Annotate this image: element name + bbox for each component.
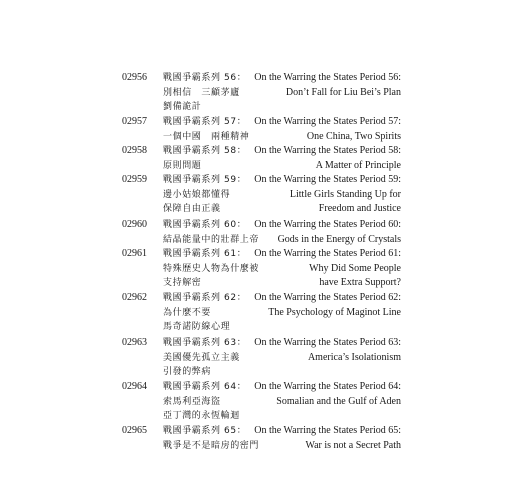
chinese-title [163,247,259,291]
chinese-line: 結晶能量中的壯群上帝 [163,234,260,245]
english-title [254,115,401,144]
entry-number: 02963 [122,337,147,348]
english-title [254,71,401,100]
english-title [254,144,401,173]
chinese-line: 戰國爭霸系列 64： [163,382,247,392]
english-line: On the Warring the States Period 57: [254,116,401,127]
english-title [254,291,401,320]
chinese-line: 索馬利亞海盜 [163,396,221,407]
english-line: On the Warring the States Period 58: [254,145,401,156]
english-line: War is not a Secret Path [305,439,401,451]
english-title [254,247,401,291]
chinese-line: 美國優先孤立主義 [163,352,240,363]
chinese-line: 原則問題 [163,160,202,171]
english-line: A Matter of Principle [315,159,401,171]
english-line: On the Warring the States Period 64: [254,381,401,392]
english-line: One China, Two Spirits [306,130,401,142]
english-title [254,218,401,247]
english-title [254,173,401,217]
english-line: Gods in the Energy of Crystals [277,233,401,245]
chinese-line: 邊小姑娘都懂得 [163,189,231,200]
chinese-title [163,291,246,335]
entry-number: 02957 [122,116,147,127]
chinese-line: 別相信 三顧茅廬 [163,87,240,98]
english-line: On the Warring the States Period 63: [254,337,401,348]
chinese-line: 為什麼不要 [163,307,212,318]
chinese-line: 戰國爭霸系列 56： [163,73,247,83]
english-line: America’s Isolationism [307,351,401,363]
english-line: On the Warring the States Period 65: [254,425,401,436]
chinese-title [163,115,249,144]
entry-number: 02965 [122,425,147,436]
chinese-line: 戰國爭霸系列 61： [163,249,247,259]
entry-number: 02956 [122,72,147,83]
chinese-title [163,144,246,173]
chinese-line: 引發的弊病 [163,367,212,378]
chinese-line: 一個中國 兩種精神 [163,131,250,142]
entry-number: 02959 [122,174,147,185]
chinese-line: 劉備詭計 [163,102,202,113]
chinese-line: 保障自由正義 [163,204,221,215]
entry-number: 02961 [122,248,147,259]
english-title [254,380,401,409]
chinese-title [163,380,246,424]
chinese-line: 馬奇諾防線心理 [163,322,231,333]
english-line: Somalian and the Gulf of Aden [276,395,401,407]
english-line: have Extra Support? [319,277,401,289]
chinese-line: 戰國爭霸系列 62： [163,293,247,303]
english-line: On the Warring the States Period 56: [254,72,401,83]
entry-number: 02964 [122,381,147,392]
chinese-line: 戰國爭霸系列 65： [163,426,247,436]
chinese-line: 戰爭是不是暗房的密門 [163,440,260,451]
english-line: Little Girls Standing Up for [289,188,401,200]
english-line: On the Warring the States Period 61: [254,248,401,259]
chinese-title [163,424,259,453]
english-line: The Psychology of Maginot Line [268,306,401,318]
english-line: Why Did Some People [309,262,401,274]
entry-number: 02962 [122,292,147,303]
chinese-title [163,336,246,380]
chinese-title [163,218,259,247]
english-line: On the Warring the States Period 59: [254,174,401,185]
entry-number: 02958 [122,145,147,156]
english-line: On the Warring the States Period 62: [254,292,401,303]
english-line: Don’t Fall for Liu Bei’s Plan [285,86,401,98]
chinese-line: 戰國爭霸系列 57： [163,117,247,127]
english-title [254,424,401,453]
chinese-line: 支持解密 [163,278,202,289]
chinese-line: 戰國爭霸系列 59： [163,175,247,185]
chinese-line: 戰國爭霸系列 58： [163,146,247,156]
chinese-title [163,71,246,115]
english-line: Freedom and Justice [318,203,401,215]
english-line: On the Warring the States Period 60: [254,219,401,230]
chinese-line: 特殊歷史人物為什麼被 [163,263,260,274]
chinese-line: 戰國爭霸系列 63： [163,338,247,348]
chinese-line: 戰國爭霸系列 60： [163,220,247,230]
entry-number: 02960 [122,219,147,230]
chinese-title [163,173,246,217]
chinese-line: 亞丁灣的永恆輪迴 [163,411,240,422]
english-title [254,336,401,365]
